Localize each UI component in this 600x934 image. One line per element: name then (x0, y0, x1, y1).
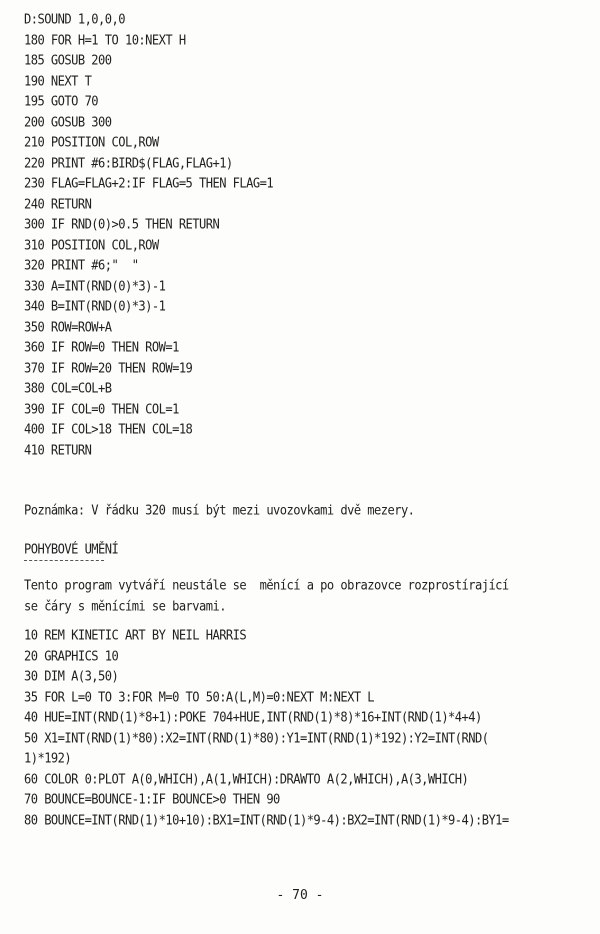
code-line: 400 IF COL>18 THEN COL=18 (24, 421, 193, 437)
code-line: 350 ROW=ROW+A (24, 318, 112, 335)
code-line: 320 PRINT #6;" " (24, 257, 139, 273)
code-line: 220 PRINT #6:BIRD$(FLAG,FLAG+1) (24, 154, 233, 171)
code-line: 360 IF ROW=0 THEN ROW=1 (24, 339, 179, 355)
heading-underline (24, 560, 104, 561)
code-line: 50 X1=INT(RND(1)*80):X2=INT(RND(1)*80):Y1=INT(RND(1)*192):Y2=INT(RND( (24, 729, 489, 746)
code-line: D:SOUND 1,0,0,0 (24, 11, 125, 27)
code-line: 410 RETURN (24, 441, 92, 458)
code-line: 20 GRAPHICS 10 (24, 647, 119, 664)
paragraph-line: se čáry s měnícími se barvami. (24, 597, 226, 614)
code-line: 300 IF RND(0)>0.5 THEN RETURN (24, 216, 220, 232)
code-line: 70 BOUNCE=BOUNCE-1:IF BOUNCE>0 THEN 90 (24, 791, 280, 807)
code-line: 390 IF COL=0 THEN COL=1 (24, 400, 179, 417)
code-listing-top (24, 8, 273, 459)
code-line: 180 FOR H=1 TO 10:NEXT H (24, 31, 186, 48)
paragraph-line: Tento program vytváří neustále se měnící a po obrazovce rozprostírající (24, 577, 509, 593)
code-line: 310 POSITION COL,ROW (24, 236, 159, 253)
code-line: 1)*192) (24, 750, 72, 766)
code-line: 370 IF ROW=20 THEN ROW=19 (24, 359, 193, 376)
code-line: 200 GOSUB 300 (24, 113, 112, 130)
code-line: 190 NEXT T (24, 72, 92, 89)
note-text: Poznámka: V řádku 320 musí být mezi uvozovkami dvě mezery. (24, 502, 415, 518)
code-line: 40 HUE=INT(RND(1)*8+1):POKE 704+HUE,INT(RND(1)*8)*16+INT(RND(1)*4+4) (24, 709, 482, 725)
section-heading: POHYBOVÉ UMĚNÍ (24, 541, 119, 557)
code-listing-bottom (24, 624, 509, 829)
code-line: 380 COL=COL+B (24, 380, 112, 396)
code-line: 30 DIM A(3,50) (24, 668, 119, 684)
code-line: 230 FLAG=FLAG+2:IF FLAG=5 THEN FLAG=1 (24, 175, 274, 191)
code-line: 340 B=INT(RND(0)*3)-1 (24, 298, 166, 314)
description-paragraph (24, 574, 509, 615)
code-line: 210 POSITION COL,ROW (24, 134, 159, 150)
code-line: 80 BOUNCE=INT(RND(1)*10+10):BX1=INT(RND(1)*9-4):BX2=INT(RND(1)*9-4):BY1= (24, 811, 509, 828)
code-line: 10 REM KINETIC ART BY NEIL HARRIS (24, 627, 247, 643)
code-line: 330 A=INT(RND(0)*3)-1 (24, 277, 166, 294)
page-number: - 70 - (276, 888, 324, 903)
code-line: 195 GOTO 70 (24, 93, 99, 109)
code-line: 185 GOSUB 200 (24, 52, 112, 68)
code-line: 240 RETURN (24, 195, 92, 212)
code-line: 35 FOR L=0 TO 3:FOR M=0 TO 50:A(L,M)=0:NEXT M:NEXT L (24, 688, 375, 705)
code-line: 60 COLOR 0:PLOT A(0,WHICH),A(1,WHICH):DRAWTO A(2,WHICH),A(3,WHICH) (24, 770, 469, 787)
